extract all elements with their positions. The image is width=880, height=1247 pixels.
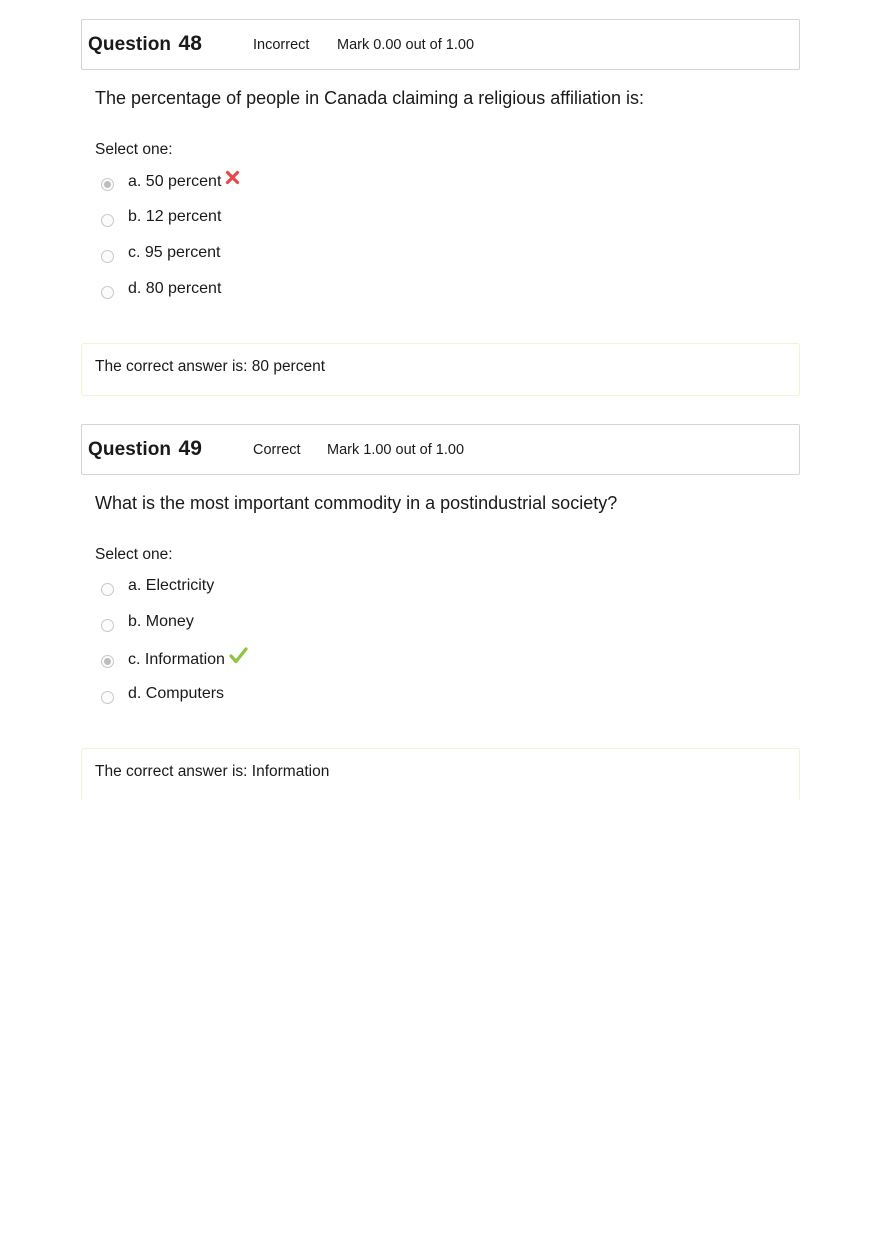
question-title: Question 49 [88,437,203,460]
answer-label: c. 95 percent [128,244,221,261]
question-48 [81,19,800,375]
answer-label: d. Computers [128,685,225,702]
radio-button[interactable] [101,691,114,704]
question-grade: Mark 0.00 out of 1.00 [337,37,475,53]
answer-list [101,170,401,314]
answer-option-b[interactable] [101,206,401,242]
correct-answer-text: The correct answer is: 80 percent [95,358,326,375]
radio-button[interactable] [101,583,114,596]
check-icon [229,647,248,669]
answer-option-a[interactable] [101,170,401,206]
answer-label: b. Money [128,613,194,630]
radio-button[interactable] [101,286,114,299]
answer-label: b. 12 percent [128,208,222,225]
answer-option-c[interactable] [101,242,401,278]
question-title: Question 48 [88,32,203,55]
radio-button[interactable] [101,619,114,632]
feedback-box [81,748,800,801]
select-one-prompt: Select one: [95,546,173,563]
select-one-prompt: Select one: [95,141,173,158]
question-header [81,424,800,475]
answer-label: c. Information [128,649,248,671]
question-text: The percentage of people in Canada claiming a religious affiliation is: [95,88,645,108]
question-grade: Mark 1.00 out of 1.00 [327,442,465,458]
question-number: 48 [178,32,203,55]
answer-list [101,575,401,719]
radio-button[interactable] [101,178,114,191]
question-49 [81,424,800,780]
cross-icon [225,170,240,190]
question-number: 49 [178,437,203,460]
radio-button[interactable] [101,214,114,227]
answer-option-d[interactable] [101,278,401,314]
answer-option-a[interactable] [101,575,401,611]
question-state: Incorrect [253,37,310,53]
answer-label: a. 50 percent [128,172,240,192]
answer-option-b[interactable] [101,611,401,647]
answer-label: a. Electricity [128,577,215,594]
radio-button[interactable] [101,250,114,263]
radio-button[interactable] [101,655,114,668]
question-state: Correct [253,442,301,458]
answer-option-c[interactable] [101,647,401,683]
question-header [81,19,800,70]
answer-label: d. 80 percent [128,280,222,297]
answer-option-d[interactable] [101,683,401,719]
correct-answer-text: The correct answer is: Information [95,763,330,780]
feedback-box [81,343,800,396]
question-text: What is the most important commodity in a postindustrial society? [95,493,618,513]
